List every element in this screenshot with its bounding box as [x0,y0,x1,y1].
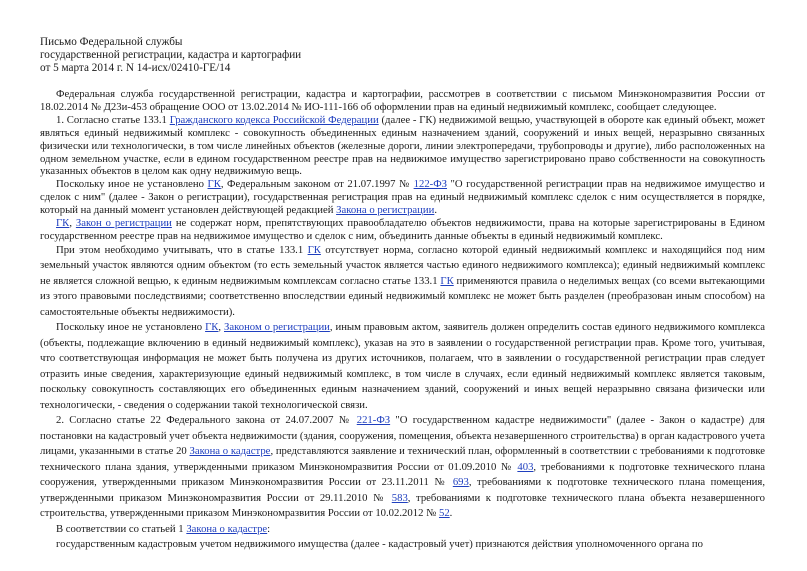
letter-body [40,88,765,553]
link-order-403[interactable]: 403 [517,460,534,473]
paragraph-2: Поскольку иное не установлено ГК, Федеральным законом от 21.07.1997 № 122-ФЗ "О государственной регистрации прав на недвижимое имущество и сделок с ним" (далее - Закон о регистрации), государственная регистрация прав на единый недвижимый комплекс сделок с ним осуществляется в порядке, который на данный момент установлен действующей редакцией Закона о регистрации. [40,178,765,217]
link-order-693[interactable]: 693 [452,476,469,489]
paragraph-1: 1. Согласно статье 133.1 Гражданского кодекса Российской Федерации (далее - ГК) недвижимой вещью, участвующей в обороте как единый объект, может являться единый недвижимый комплекс - совокупность объединенных единым назначением зданий, сооружений и иных вещей, неразрывно связанных физически или технологически, в том числе линейных объектов (железные дороги, линии электропередачи, трубопроводы и другие), либо расположенных на одном земельном участке, если в едином государственном реестре прав на недвижимое имущество зарегистрировано право собственности на совокупность указанных объектов в целом как одну недвижимую вещь. [40,113,765,178]
link-civil-code[interactable]: Гражданского кодекса Российской Федерации [169,113,379,126]
header-line-2: государственной регистрации, кадастра и картографии [40,49,302,61]
paragraph-6: 2. Согласно статье 22 Федерального закона от 24.07.2007 № 221-ФЗ "О государственном кадастре недвижимости" (далее - Закон о кадастре) для постановки на кадастровый учет объекта недвижимости (здания, сооружения, помещения, объекта незавершенного строительства) в орган кадастрового учета лицами, указанными в статье 20 Закона о кадастре, представляются заявление и технический план, оформленный в соответствии с требованиями к подготовке технического плана здания, утвержденными приказом Минэкономразвития России от 01.09.2010 № 403, требованиями к подготовке технического плана сооружения, утвержденными приказом Минэкономразвития России от 23.11.2011 № 693, требованиями к подготовке технического плана помещения, утвержденными приказом Минэкономразвития России от 29.11.2010 № 583, требованиями к подготовке технического плана объекта незавершенного строительства, утвержденными приказом Минэкономразвития России от 10.02.2012 № 52. [40,414,765,520]
link-cadastre-law[interactable]: Закона о кадастре [189,445,271,458]
link-gk[interactable]: ГК [440,274,454,287]
link-registration-law[interactable]: Закона о регистрации [336,204,435,217]
paragraph-8: государственным кадастровым учетом недвижимого имущества (далее - кадастровый учет) признаются действия уполномоченного органа по [56,538,703,551]
link-gk[interactable]: ГК [205,321,219,334]
paragraph-7: В соответствии со статьей 1 Закона о кадастре: [56,522,271,535]
paragraph-intro: Федеральная служба государственной регистрации, кадастра и картографии, рассмотрев в соответствии с письмом Минэкономразвития России от 18.02.2014 № Д23и-453 обращение ООО от 13.02.2014 № ИО-111-166 об оформлении прав на единый недвижимый комплекс, сообщает следующее. [40,88,765,113]
paragraph-4: При этом необходимо учитывать, что в статье 133.1 ГК отсутствует норма, согласно которой единый недвижимый комплекс и находящийся под ним земельный участок являются одним объектом (то есть земельный участок является частью единого недвижимого комплекса); единый недвижимый комплекс не является сложной вещью, к единым недвижимым комплексам согласно статье 133.1 ГК применяются правила о неделимых вещах (со всеми вытекающими из этого правовыми последствиями; соответственно впоследствии единый недвижимый комплекс не может быть разделен (преобразован иным способом) на самостоятельные объекты недвижимости). [40,243,766,318]
letter-header [40,36,765,75]
link-gk[interactable]: ГК [207,178,221,191]
paragraph-3: ГК, Закон о регистрации не содержат норм, препятствующих правообладателю объектов недвижимости, права на которые зарегистрированы в Едином государственном реестре прав на недвижимое имущество и сделок с ним, объединить данные объекты в единый недвижимый комплекс. [40,217,765,242]
link-122-fz[interactable]: 122-ФЗ [413,178,448,191]
link-order-583[interactable]: 583 [391,491,408,504]
paragraph-5: Поскольку иное не установлено ГК, Законом о регистрации, иным правовым актом, заявитель должен определить состав единого недвижимого комплекса (объекты, подлежащие включению в единый недвижимый комплекс), указав на это в заявлении о государственной регистрации прав. Кроме того, учитывая, что соответствующая информация не может быть получена из других источников, полагаем, что в заявлении о государственной регистрации прав следует отразить иные сведения, характеризующие единый недвижимый комплекс, в том числе в случаях, если единый недвижимый комплекс является таковым, поскольку совокупность составляющих его объединенных единым назначением зданий, сооружений и иных вещей неразрывно связана физически или технологически, - сведения о содержании такой технологической связи. [40,321,765,411]
link-registration-law[interactable]: Законом о регистрации [224,321,330,334]
link-gk[interactable]: ГК [307,243,321,256]
link-registration-law[interactable]: Закон о регистрации [75,217,172,230]
link-gk[interactable]: ГК [56,217,70,230]
link-order-52[interactable]: 52 [438,507,450,520]
header-line-1: Письмо Федеральной службы [40,36,183,48]
header-line-3: от 5 марта 2014 г. N 14-исх/02410-ГЕ/14 [40,62,231,74]
link-cadastre-law[interactable]: Закона о кадастре [186,522,268,535]
link-221-fz[interactable]: 221-ФЗ [356,414,391,427]
